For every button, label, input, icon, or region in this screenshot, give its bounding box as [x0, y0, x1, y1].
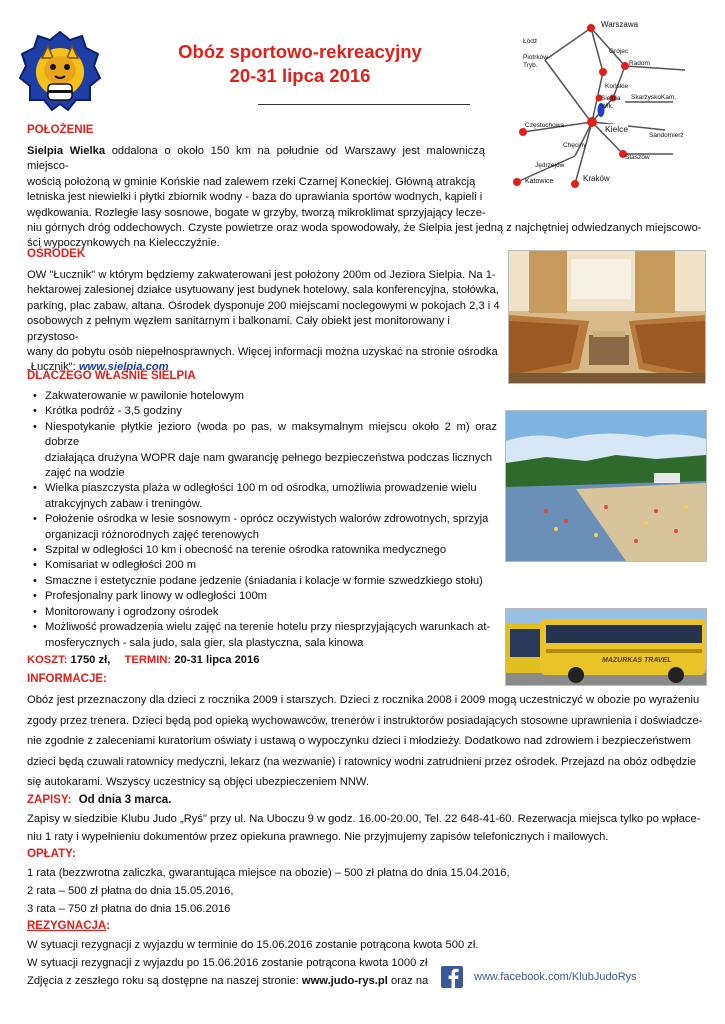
list-item — [45, 605, 497, 620]
term-value: 20-31 lipca 2016 — [174, 654, 260, 666]
polozenie-line: niu górnych dróg oddechowych. Czyste powietrze oraz woda spowodowały, że Sielpia jest jedną z najchętniej odwiedzanych miejscowo- — [27, 222, 702, 235]
zapisy-date: Od dnia 3 marca. — [78, 794, 172, 806]
beach-photo — [505, 410, 707, 562]
rezygnacja-line: W sytuacji rezygnacji z wyjazdu po 15.06.2016 zostanie potrącona kwota 1000 zł — [27, 957, 428, 969]
polozenie-line: wędkowania. Rozległe lasy sosnowe, bogate w grzyby, tworzą mikroklimat sprzyjający lecze- — [27, 206, 486, 219]
list-item — [45, 543, 497, 558]
list-item-line: • Wielka piaszczysta plaża w odległości 100 m od ośrodka, umożliwia prowadzenie wielu — [45, 482, 477, 495]
facebook-icon[interactable] — [441, 966, 463, 988]
list-item-line: zajęć na wodzie — [45, 467, 125, 480]
informacje-line: się autokarami. Wszyscy uczestnicy są objęci ubezpieczeniem NNW. — [27, 776, 369, 788]
facebook-link[interactable]: www.facebook.com/KlubJudoRys — [474, 971, 637, 983]
osrodek-line: „Łucznik": — [27, 361, 79, 374]
list-item — [45, 620, 497, 651]
list-item — [45, 481, 497, 512]
polozenie-line: letniska jest niewielki i płytki zbiornik wodny - baza do uprawiania sportów wodnych, kąpieli i — [27, 191, 483, 204]
place-name: Sielpia Wielka — [27, 145, 106, 157]
list-item-line: • Możliwość prowadzenia wielu zajęć na terenie hotelu przy niesprzyjających warunkach at- — [45, 621, 491, 634]
title-line-1: Obóz sportowo-rekreacyjny — [178, 41, 422, 62]
list-item-line: • Krótka podróż - 3,5 godziny — [45, 405, 182, 418]
osrodek-line: parking, plac zabaw, altana. Ośrodek dysponuje 200 miejscami noclegowymi w pokojach 2,3 i 4 — [27, 299, 500, 312]
page-title — [120, 40, 480, 88]
rezygnacja-line: W sytuacji rezygnacji z wyjazdu w terminie do 15.06.2016 zostanie potrącona kwota 500 zł. — [27, 939, 479, 951]
polozenie-line: wością położoną w gminie Końskie nad zalewem rzeki Czarnej Koneckiej. Główną atrakcją — [27, 175, 476, 188]
polozenie-line: ści wypoczynkowych na Kielecczyźnie. — [27, 237, 220, 250]
section-heading-osrodek: OŚRODEK — [27, 248, 86, 260]
hotel-room-photo — [508, 250, 706, 384]
map-label-piotrkow: Piotrków Tryb. — [523, 54, 548, 69]
list-item-line: • Szpital w odległości 10 km i obecność na terenie ośrodka ratownika medycznego — [45, 544, 447, 557]
list-item-line: • Niespotykanie płytkie jezioro (woda po pas, w maksymalnym miejscu około 2 m) oraz dobrze — [45, 420, 497, 449]
zapisy-line: Zapisy w siedzibie Klubu Judo „Ryś" przy ul. Na Uboczu 9 w godz. 16.00-20.00, Tel. 22 648-41-60. Rezerwacja miejsca tylko po wpłace- — [27, 813, 701, 825]
section-heading-dlaczego: DLACZEGO WŁAŚNIE SIELPIA — [27, 370, 196, 382]
cost-term-line — [27, 654, 259, 666]
list-item-line: • Komisariat w odległości 200 m — [45, 559, 197, 572]
map-label-sandomierz: Sandomierz — [649, 132, 684, 139]
map-label-kielce: Kielce — [605, 124, 629, 134]
map-label-krakow: Kraków — [583, 174, 610, 183]
club-logo — [18, 30, 102, 114]
club-website-link[interactable]: www.judo-rys.pl — [301, 975, 388, 987]
list-item — [45, 589, 497, 604]
cost-label: KOSZT: — [27, 654, 68, 666]
map-label-skarzysko: SkarżyskoKam. — [631, 94, 677, 101]
informacje-line: zgody przez trenera. Dzieci będą pod opieką wychowawców, trenerów i instruktorów posiadających stosowne uprawnienia i doświadcze- — [27, 714, 703, 727]
map-label-checiny: Chęciny — [563, 142, 587, 149]
informacje-line: nie zgodnie z zaleceniami kuratorium oświaty i ustawą o wypoczynku dzieci i młodzieży. Dodatkowo nad zdrowiem i bezpieczeństwem — [27, 735, 691, 747]
list-item-line: działająca drużyna WOPR daje nam gwarancję pełnego bezpieczeństwa podczas licznych — [45, 451, 493, 464]
map-label-sielpia: Sielpia Wlk. — [601, 95, 621, 110]
rezygnacja-heading-line — [27, 920, 110, 932]
list-item-line: • Smaczne i estetycznie podane jedzenie (śniadania i kolacje w formie szwedzkiego stołu) — [45, 574, 483, 587]
map-label-warszawa: Warszawa — [601, 20, 639, 29]
section-heading-rezygnacja: REZYGNACJA — [27, 920, 107, 932]
title-line-2: 20-31 lipca 2016 — [229, 65, 371, 86]
dlaczego-list — [31, 389, 497, 651]
oplaty-line: 3 rata – 750 zł płatna do dnia 15.06.2016 — [27, 903, 231, 915]
map-label-radom: Radom — [629, 60, 650, 67]
oplaty-line: 2 rata – 500 zł płatna do dnia 15.05.2016, — [27, 885, 234, 897]
cost-value: 1750 zł, — [70, 654, 111, 666]
list-item — [45, 574, 497, 589]
section-heading-zapisy: ZAPISY: — [27, 794, 72, 806]
bus-photo — [505, 608, 707, 686]
section-heading-oplaty: OPŁATY: — [27, 848, 76, 860]
osrodek-website-link[interactable]: www.sielpia.com — [78, 361, 169, 374]
osrodek-line: hektarowej zalesionej działce usytuowany jest budynek hotelowy, sala konferencyjna, stołówka, — [27, 284, 499, 297]
section-heading-informacje: INFORMACJE: — [27, 673, 107, 685]
list-item-line: • Położenie ośrodka w lesie sosnowym - oprócz oczywistych walorów zdrowotnych, sprzyja — [45, 513, 489, 526]
section-heading-polozenie: POŁOŻENIE — [27, 124, 94, 136]
list-item-line: mosferycznych - sala judo, sala gier, sla plastyczna, sala kinowa — [45, 636, 364, 649]
zapisy-text — [27, 810, 707, 846]
informacje-text — [27, 690, 707, 793]
bus-sign: MAZURKAS TRAVEL — [602, 657, 672, 664]
map-label-jedrzejow: Jędrzejów — [535, 162, 565, 169]
list-item-line: • Profesjonalny park linowy w odległości 100m — [45, 590, 267, 603]
oplaty-line: 1 rata (bezzwrotna zaliczka, gwarantująca miejsce na obozie) – 500 zł płatna do dnia 15.04.2016, — [27, 867, 510, 879]
zapisy-heading-line — [27, 794, 171, 806]
map-label-lodz: Łódź — [523, 38, 538, 45]
osrodek-line: osobowych z pełnym węzłem sanitarnym i balkonami. Cały obiekt jest monitorowany i przystoso- — [27, 315, 450, 343]
informacje-line: Obóz jest przeznaczony dla dzieci z rocznika 2009 i starszych. Dzieci z rocznika 2008 i 2009 mogą uczestniczyć w obozie po wyrażeniu — [27, 694, 700, 706]
term-label: TERMIN: — [124, 654, 172, 666]
list-item-line: organizacji różnorodnych zajęć terenowych — [45, 528, 259, 541]
photos-suffix: oraz na — [387, 975, 429, 987]
oplaty-text — [27, 864, 707, 918]
list-item — [45, 404, 497, 419]
list-item-line: • Zakwaterowanie w pawilonie hotelowym — [45, 390, 244, 402]
list-item — [45, 558, 497, 573]
map-label-katowice: Katowice — [525, 178, 554, 185]
photos-prefix: Zdjęcia z zeszłego roku są dostępne na naszej stronie: — [27, 975, 302, 987]
list-item — [45, 389, 497, 404]
polozenie-line: oddalona o około 150 km na południe od Warszawy jest malowniczą miejsco- — [27, 145, 485, 173]
osrodek-text — [27, 268, 503, 376]
rezygnacja-colon: : — [106, 920, 111, 932]
list-item — [45, 512, 497, 543]
osrodek-line: wany do pobytu osób niepełnosprawnych. Więcej informacji można uzyskać na stronie ośrodka — [27, 346, 498, 359]
map-label-staszow: Staszów — [625, 154, 650, 161]
osrodek-line: OW "Łucznik" w którym będziemy zakwaterowani jest położony 200m od Jeziora Sielpia. Na 1- — [27, 269, 496, 281]
list-item-line: atrakcyjnych zabaw i treningów. — [45, 497, 203, 510]
zapisy-line: niu 1 raty i wypełnieniu dokumentów przez opiekuna prawnego. Nie przyjmujemy zapisów telefonicznych i mailowych. — [27, 831, 609, 843]
informacje-line: dzieci będą czuwali ratownicy medyczni, lekarz (na wezwanie) i ratownicy wodni zatrudnieni przez ośrodek. Przejazd na obóz odbędzie — [27, 755, 697, 768]
map-label-konskie: Końskie — [605, 83, 629, 90]
list-item-line: • Monitorowany i ogrodzony ośrodek — [45, 605, 219, 618]
map-label-grojec: Grójec — [609, 48, 629, 55]
map-label-czestochowa: Częstochowa — [525, 122, 565, 129]
polozenie-text — [27, 144, 703, 252]
title-divider — [258, 104, 470, 105]
list-item — [45, 420, 497, 482]
